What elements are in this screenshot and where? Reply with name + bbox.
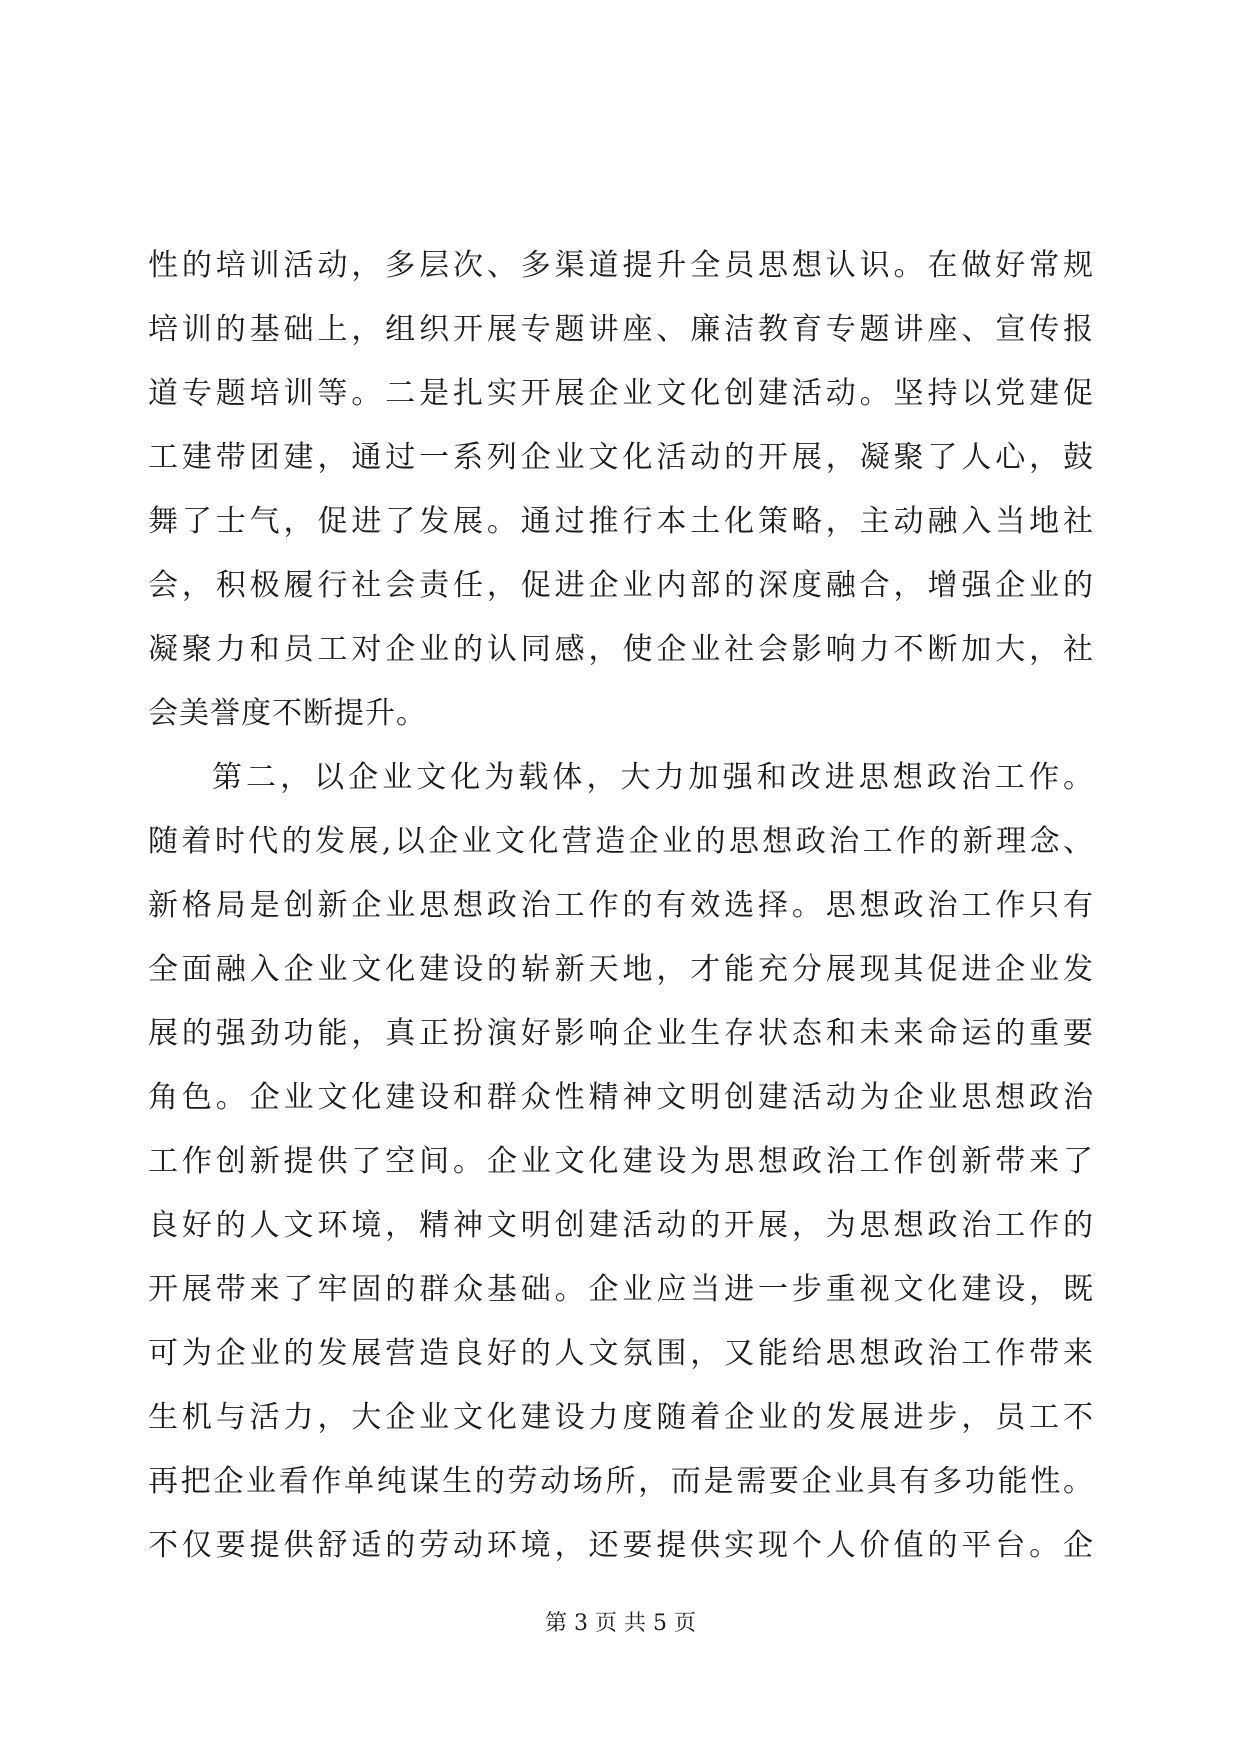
text-line: 会，积极履行社会责任，促进企业内部的深度融合，增强企业的 bbox=[148, 568, 1094, 603]
text-line: 新格局是创新企业思想政治工作的有效选择。思想政治工作只有 bbox=[148, 888, 1094, 923]
paragraph-2 bbox=[148, 746, 1094, 1578]
text-line: 性的培训活动，多层次、多渠道提升全员思想认识。在做好常规 bbox=[148, 248, 1094, 283]
paragraph-1 bbox=[148, 234, 1094, 746]
text-line: 培训的基础上，组织开展专题讲座、廉洁教育专题讲座、宣传报 bbox=[148, 312, 1094, 347]
text-line: 舞了士气，促进了发展。通过推行本土化策略，主动融入当地社 bbox=[148, 504, 1094, 539]
text-line: 可为企业的发展营造良好的人文氛围，又能给思想政治工作带来 bbox=[148, 1336, 1094, 1371]
text-line: 工建带团建，通过一系列企业文化活动的开展，凝聚了人心，鼓 bbox=[148, 440, 1094, 475]
text-line: 不仅要提供舒适的劳动环境，还要提供实现个人价值的平台。企 bbox=[148, 1528, 1094, 1563]
text-line: 再把企业看作单纯谋生的劳动场所，而是需要企业具有多功能性。 bbox=[148, 1464, 1094, 1499]
text-line: 角色。企业文化建设和群众性精神文明创建活动为企业思想政治 bbox=[148, 1080, 1094, 1115]
text-line: 道专题培训等。二是扎实开展企业文化创建活动。坚持以党建促 bbox=[148, 376, 1094, 411]
text-line: 会美誉度不断提升。 bbox=[148, 696, 427, 731]
document-body bbox=[148, 234, 1094, 1578]
text-line: 第二，以企业文化为载体，大力加强和改进思想政治工作。 bbox=[212, 760, 1094, 795]
page-number-footer: 第 3 页 共 5 页 bbox=[545, 1611, 696, 1636]
text-line: 开展带来了牢固的群众基础。企业应当进一步重视文化建设，既 bbox=[148, 1272, 1094, 1307]
text-line: 良好的人文环境，精神文明创建活动的开展，为思想政治工作的 bbox=[148, 1208, 1094, 1243]
text-line: 展的强劲功能，真正扮演好影响企业生存状态和未来命运的重要 bbox=[148, 1016, 1094, 1051]
text-line: 生机与活力，大企业文化建设力度随着企业的发展进步，员工不 bbox=[148, 1400, 1094, 1435]
text-line: 随着时代的发展,以企业文化营造企业的思想政治工作的新理念、 bbox=[148, 824, 1094, 859]
text-line: 凝聚力和员工对企业的认同感，使企业社会影响力不断加大，社 bbox=[148, 632, 1094, 667]
text-line: 工作创新提供了空间。企业文化建设为思想政治工作创新带来了 bbox=[148, 1144, 1094, 1179]
text-line: 全面融入企业文化建设的崭新天地，才能充分展现其促进企业发 bbox=[148, 952, 1094, 987]
